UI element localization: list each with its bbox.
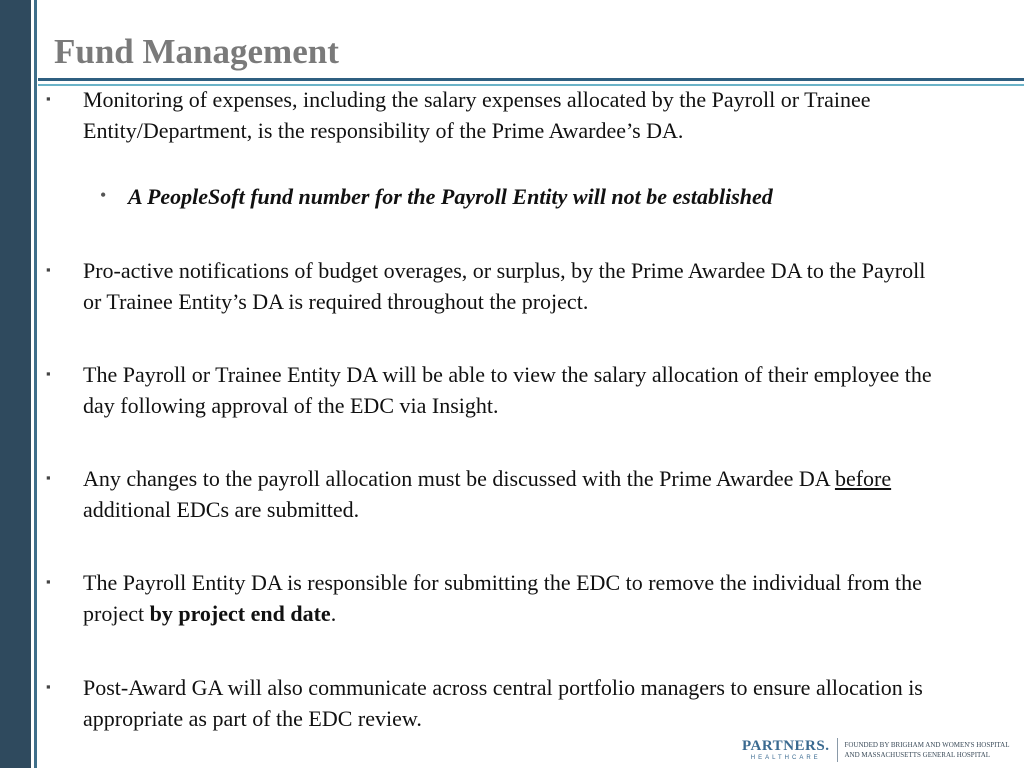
- square-bullet-icon: ▪: [46, 262, 51, 277]
- bullet-item: [46, 255, 946, 317]
- bullet-item: [46, 463, 946, 525]
- sub-bullet-text: A PeopleSoft fund number for the Payroll Entity will not be established: [128, 184, 773, 209]
- title-rule-dark: [38, 78, 1024, 81]
- bullet-item: [46, 672, 946, 734]
- logo-main-text: PARTNERS.: [742, 738, 830, 754]
- square-bullet-icon: ▪: [46, 679, 51, 694]
- bullet-item: [46, 359, 946, 421]
- sub-bullet-item: [100, 181, 980, 212]
- bullet-text: [46, 463, 946, 525]
- bullet-text: Monitoring of expenses, including the salary expenses allocated by the Payroll or Trainee Entity/Department, is the responsibility of the Prime Awardee’s DA.: [83, 87, 871, 143]
- bullet-text-end: .: [330, 601, 337, 626]
- underlined-word: before: [834, 466, 892, 491]
- bullet-text: Post-Award GA will also communicate across central portfolio managers to ensure allocation is appropriate as part of the EDC review.: [83, 675, 923, 731]
- bullet-text: [46, 567, 946, 629]
- logo-sub-text: HEALTHCARE: [750, 755, 821, 761]
- bold-phrase: by project end date: [149, 601, 331, 626]
- founded-line-1: FOUNDED BY BRIGHAM AND WOMEN'S HOSPITAL: [844, 741, 1010, 749]
- bullet-item: [46, 84, 946, 146]
- dot-bullet-icon: •: [100, 185, 107, 205]
- left-accent-line: [34, 0, 37, 768]
- bullet-text: Pro-active notifications of budget overages, or surplus, by the Prime Awardee DA to the Payroll or Trainee Entity’s DA is required throughout the project.: [83, 258, 926, 314]
- founded-line-2: AND MASSACHUSETTS GENERAL HOSPITAL: [844, 751, 991, 759]
- bullet-text-end: additional EDCs are submitted.: [83, 497, 360, 522]
- founded-by-text: [838, 740, 1009, 760]
- square-bullet-icon: ▪: [46, 470, 51, 485]
- footer-logo-block: [742, 734, 1010, 766]
- square-bullet-icon: ▪: [46, 91, 51, 106]
- square-bullet-icon: ▪: [46, 366, 51, 381]
- bullet-text-start: Any changes to the payroll allocation must be discussed with the Prime Awardee DA: [83, 466, 835, 491]
- bullet-text-start: The Payroll Entity DA is responsible for submitting the EDC to remove the individual from the project: [83, 570, 922, 626]
- bullet-item: [46, 567, 946, 629]
- partners-logo: [742, 738, 838, 762]
- left-sidebar-bar: [0, 0, 31, 768]
- bullet-text: The Payroll or Trainee Entity DA will be able to view the salary allocation of their employee the day following approval of the EDC via Insight.: [83, 362, 932, 418]
- square-bullet-icon: ▪: [46, 574, 51, 589]
- slide-title: Fund Management: [54, 32, 339, 71]
